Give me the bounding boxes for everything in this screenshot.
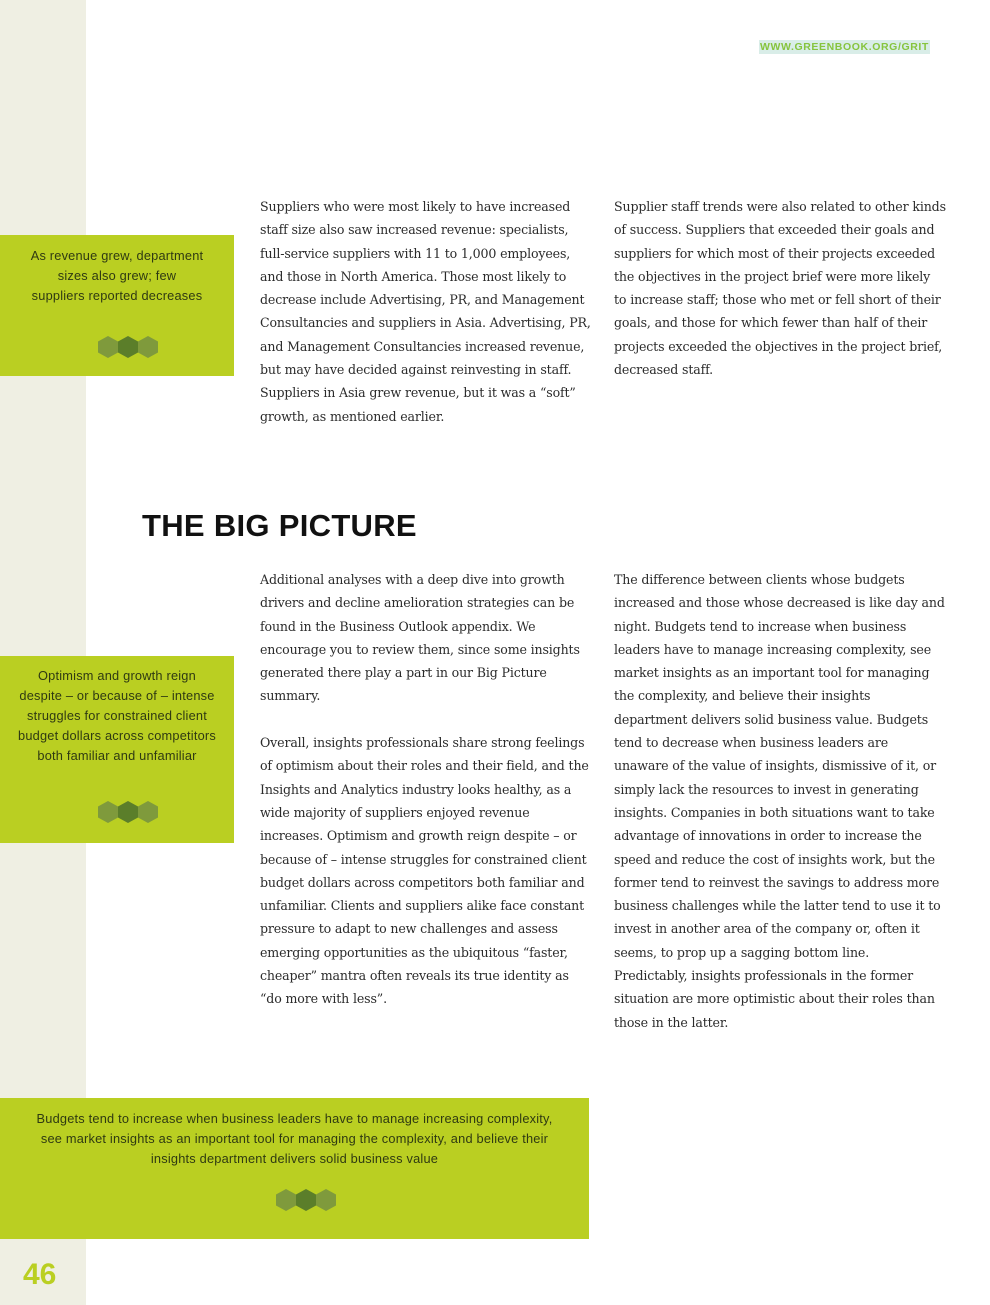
section-heading-big-picture: THE BIG PICTURE <box>142 508 417 543</box>
section2-col1-paragraph-2: Overall, insights professionals share strong feelings of optimism about their roles and their field, and the Insights and Analytics industry looks healthy, as a wide majority of suppliers enjoyed revenue increases. Optimism and growth reign despite – or because of – intense struggles for constrained client budget dollars across competitors both familiar and unfamiliar. Clients and suppliers alike face constant pressure to adapt to new challenges and assess emerging opportunities as the ubiquitous “faster, cheaper” mantra often reveals its true identity as “do more with less”. <box>260 735 589 1007</box>
hexagon-cluster-icon-1 <box>97 335 161 359</box>
section2-column-left <box>260 568 592 1011</box>
callout3-text: Budgets tend to increase when business leaders have to manage increasing complexity, see market insights as an important tool for managing the complexity, and believe their insights department delivers solid business value <box>36 1111 553 1166</box>
section2-column-right <box>614 568 946 1034</box>
callout1-text: As revenue grew, department sizes also grew; few suppliers reported decreases <box>30 248 204 303</box>
hexagon-cluster-icon-3 <box>275 1188 339 1212</box>
section2-col1-paragraph-1: Additional analyses with a deep dive into growth drivers and decline amelioration strategies can be found in the Business Outlook appendix. We encourage you to review them, since some insights generated there play a part in our Big Picture summary. <box>260 572 580 704</box>
section1-col1-paragraph: Suppliers who were most likely to have increased staff size also saw increased revenue: specialists, full-service suppliers with 11 to 1,000 employees, and those in North America. Those most likely to decrease include Advertising, PR, and Management Consultancies and suppliers in Asia. Advertising, PR, and Management Consultancies increased revenue, but may have decided against reinvesting in staff. Suppliers in Asia grew revenue, but it was a “soft” growth, as mentioned earlier. <box>260 199 591 424</box>
header-url: WWW.GREENBOOK.ORG/GRIT <box>760 41 929 53</box>
section1-column-left <box>260 195 592 428</box>
section1-column-right <box>614 195 946 381</box>
page-number: 46 <box>23 1258 57 1291</box>
section1-col2-paragraph: Supplier staff trends were also related to other kinds of success. Suppliers that exceeded their goals and suppliers for which most of their projects exceeded the objectives in the project brief were more likely to increase staff; those who met or fell short of their goals, and those for which fewer than half of their projects exceeded the objectives in the project brief, decreased staff. <box>614 199 946 378</box>
hexagon-cluster-icon-2 <box>97 800 161 824</box>
section2-col2-paragraph: The difference between clients whose budgets increased and those whose decreased is like day and night. Budgets tend to increase when business leaders have to manage increasing complexity, see market insights as an important tool for managing the complexity, and believe their insights department delivers solid business value. Budgets tend to decrease when business leaders are unaware of the value of insights, dismissive of it, or simply lack the resources to invest in generating insights. Companies in both situations want to take advantage of innovations in order to increase the speed and reduce the cost of insights work, but the former tend to reinvest the savings to address more business challenges while the latter tend to use it to invest in another area of the company or, often it seems, to prop up a sagging bottom line. Predictably, insights professionals in the former situation are more optimistic about their roles than those in the latter. <box>614 572 945 1030</box>
callout-budgets-increase <box>0 1098 589 1239</box>
callout2-text: Optimism and growth reign despite – or because of – intense struggles for constrained client budget dollars across competitors both familiar and unfamiliar <box>18 668 216 763</box>
